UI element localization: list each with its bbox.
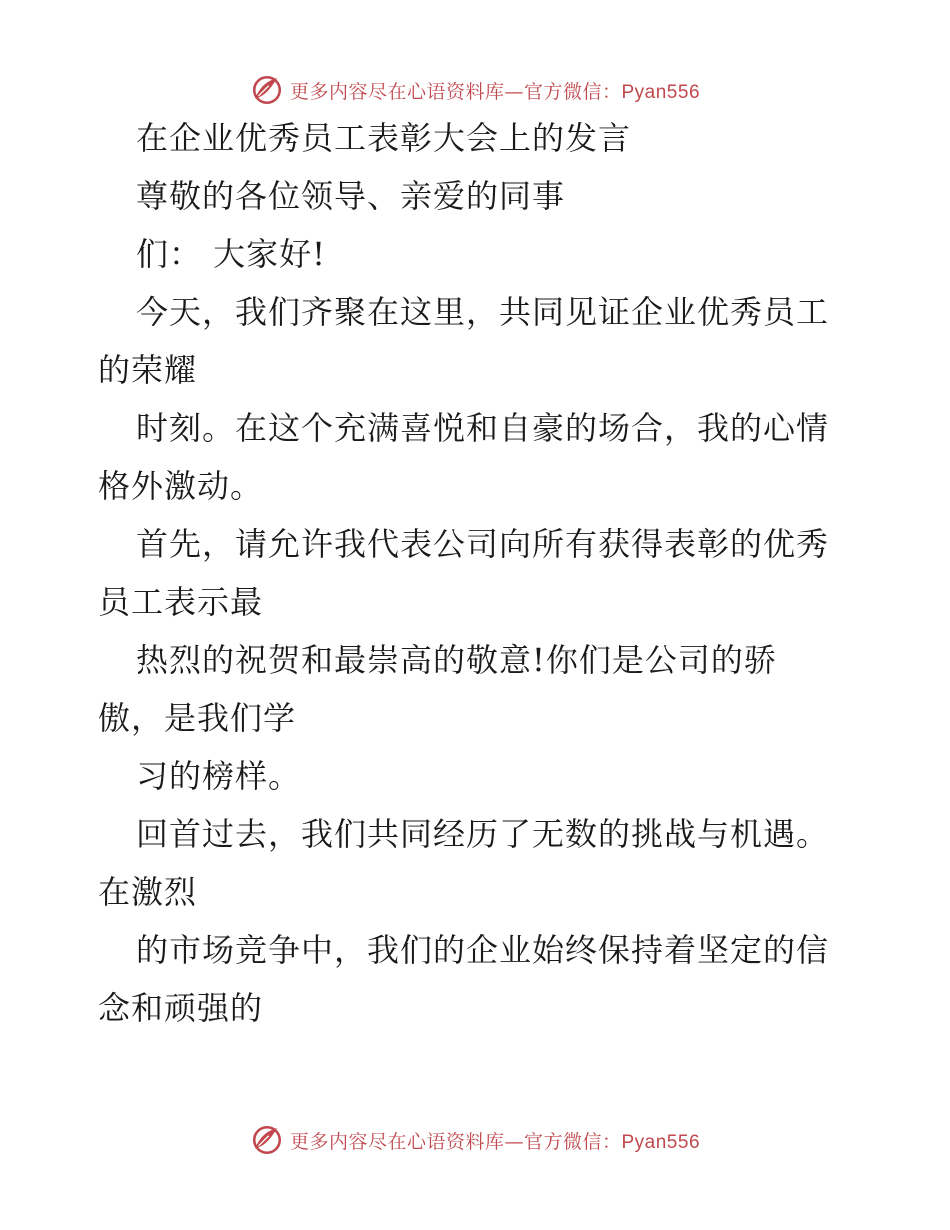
document-line: 的市场竞争中，我们的企业始终保持着坚定的信	[136, 931, 830, 969]
document-line: 今天，我们齐聚在这里，共同见证企业优秀员工	[136, 293, 830, 331]
document-line: 在激烈	[98, 873, 198, 911]
document-line: 热烈的祝贺和最崇高的敬意!你们是公司的骄	[136, 641, 777, 679]
header-watermark	[0, 70, 950, 110]
watermark-id-text: Pyan556	[621, 81, 701, 103]
watermark-text	[290, 1127, 700, 1154]
document-line: 在企业优秀员工表彰大会上的发言	[136, 119, 632, 157]
pen-nib-logo-icon	[250, 1123, 284, 1157]
watermark-id-text: Pyan556	[621, 1131, 701, 1153]
watermark-text	[290, 77, 700, 104]
watermark-main-text: 更多内容尽在心语资料库—官方微信：	[289, 1130, 622, 1153]
document-line: 员工表示最	[98, 583, 264, 621]
document-line: 傲，是我们学	[98, 699, 297, 737]
document-line: 首先，请允许我代表公司向所有获得表彰的优秀	[136, 525, 830, 563]
watermark-main-text: 更多内容尽在心语资料库—官方微信：	[289, 80, 622, 103]
document-line: 回首过去，我们共同经历了无数的挑战与机遇。	[136, 815, 830, 853]
document-line: 时刻。在这个充满喜悦和自豪的场合，我的心情	[136, 409, 830, 447]
document-line: 们： 大家好!	[136, 235, 327, 273]
pen-nib-logo-icon	[250, 73, 284, 107]
document-line: 格外激动。	[98, 467, 264, 505]
document-line: 念和顽强的	[98, 989, 264, 1027]
document-line: 的荣耀	[98, 351, 198, 389]
document-line: 尊敬的各位领导、亲爱的同事	[136, 177, 566, 215]
footer-watermark	[0, 1120, 950, 1160]
document-line: 习的榜样。	[136, 757, 302, 795]
